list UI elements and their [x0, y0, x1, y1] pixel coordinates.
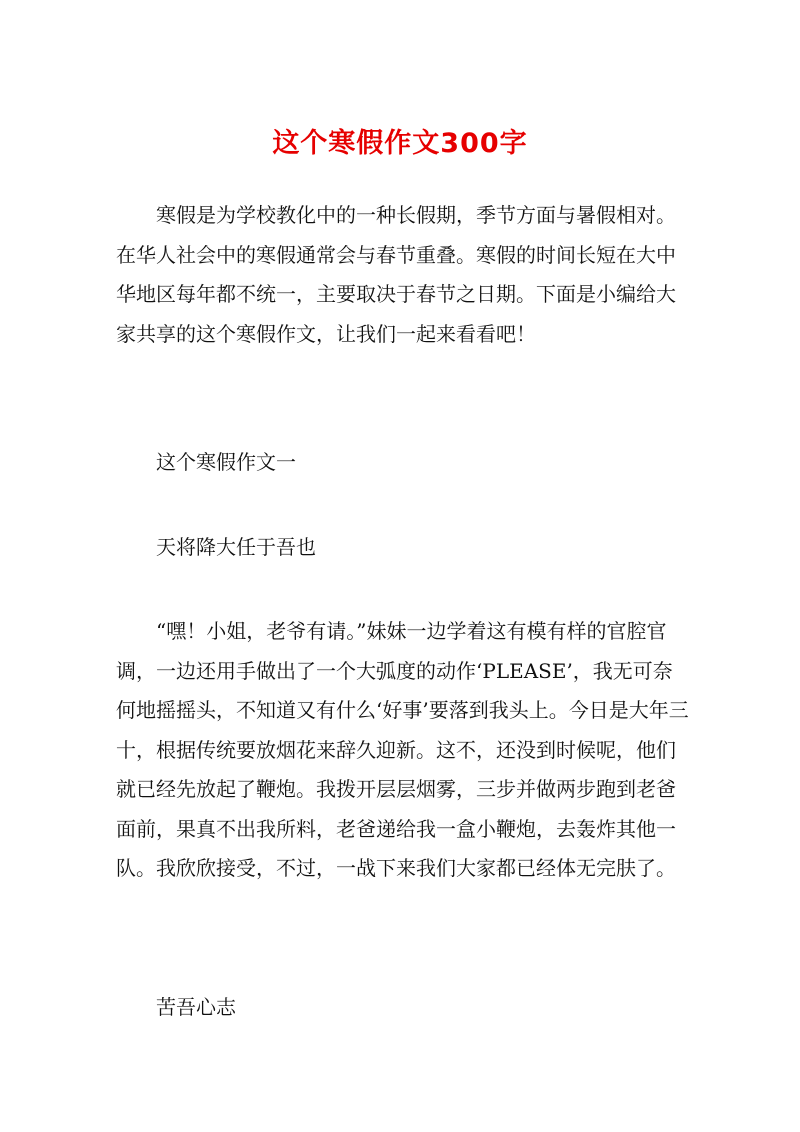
section-title: 这个寒假作文一 — [156, 450, 296, 474]
story-paragraph-1: “嘿！小姐，老爷有请。”妹妹一边学着这有模有样的官腔官调，一边还用手做出了一个大弧度的动作‘PLEASE’，我无可奈何地摇摇头，不知道又有什么‘好事’要落到我头上。今日是大年三十，根据传统要放烟花来辞久迎新。这不，还没到时候呢，他们就已经先放起了鞭炮。我拨开层层烟雾，三步并做两步跑到老爸面前，果真不出我所料，老爸递给我一盒小鞭炮，去轰炸其他一队。我欣欣接受，不过，一战下来我们大家都已经体无完肤了。 — [116, 619, 689, 880]
intro-paragraph: 寒假是为学校教化中的一种长假期，季节方面与暑假相对。在华人社会中的寒假通常会与春节重叠。寒假的时间长短在大中华地区每年都不统一，主要取决于春节之日期。下面是小编给大家共享的这个寒假作文，让我们一起来看看吧！ — [116, 203, 676, 346]
document-title: 这个寒假作文300字 — [272, 128, 528, 159]
subheading-1: 天将降大任于吾也 — [156, 535, 316, 559]
subheading-2: 苦吾心志 — [156, 995, 236, 1019]
